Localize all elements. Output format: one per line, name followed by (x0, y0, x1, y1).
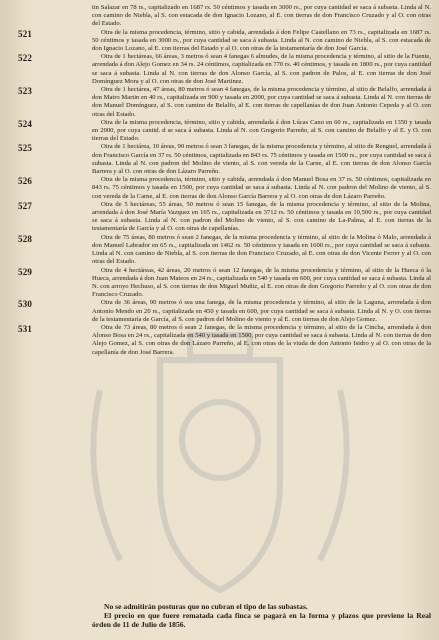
lot-entry (0, 86, 439, 143)
lot-paragraph: Otra de la misma procedencia, término, sitio y cabida, arrendada á don Felipe Castellano en 73 rs., capitalizada en 1687 rs. 50 céntimos y tasada en 3000 rs., por cuya cantidad se saca á subasta. Linda al N. con camino de Niebla, al S. con estacada de don Ignacio Lozano, al E. con tierras del Estado y al O. con otras de la testamentaría de don José García. (92, 28, 431, 53)
lot-paragraph: Otra de 1 hectárea, 10 áreas, 90 metros ó sean 3 fanegas, de la misma procedencia y término, al sitio de Renguel, arrendada á don Francisco García en 37 rs. 50 céntimos, capitalizada en 843 rs. 75 céntimos y tasada en 1500 rs., por cuya cantidad se saca á subasta. Linda al N. con padron del Molino de viento, al S. con vereda de la Carne, al E. con tierras de don Alonso García Barrera y al O. con otras de don Lázaro Parreño. (92, 143, 431, 176)
lot-entry (0, 143, 439, 176)
lot-entry (0, 176, 439, 201)
lot-description (92, 176, 431, 201)
lot-paragraph: Otra de la misma procedencia, término, sitio y cabida, arrendada á don Manuel Bosa en 37 rs. 50 céntimos, capitalizada en 843 rs. 75 céntimos y tasada en 1500, por cuya cantidad se saca á subasta. Linda al N. con padron del Molino de viento, al S. con vereda de la Carne, al E. con tierras de don Alonso García Barrera y al O. con otras de don Lázaro Parreño. (92, 176, 431, 200)
lot-number: 521 (18, 28, 33, 39)
lot-entry (0, 234, 439, 267)
lot-description (92, 29, 431, 54)
coat-of-arms-watermark (40, 330, 400, 610)
lot-entry (0, 299, 439, 324)
minimum-bid-notice: No se admitirán posturas que no cubran el tipo de las subastas. (104, 602, 308, 611)
lot-entry (0, 201, 439, 234)
lot-number: 526 (18, 176, 33, 187)
lot-entry (0, 267, 439, 300)
lot-number: 522 (18, 53, 33, 64)
lot-description (92, 324, 431, 357)
lot-paragraph: Otra de 5 hectáreas, 55 áreas, 50 metros ó sean 15 fanegas, de la misma procedencia y término, al sitio de la Molina, arrendada á don José María Vazquez en 165 rs., capitalizada en 3712 rs. 50 céntimos y tasada en 10,500 rs., por cuya cantidad se saca á subasta. Linda al N. con padron del Molino de viento, al S. con camino de La-Palma, al E. con tierras de la testamentaría de García y al O. con otras de capellanías. (92, 200, 431, 233)
lot-description (92, 267, 431, 300)
lot-entry (0, 324, 439, 357)
lot-description (92, 299, 431, 324)
lot-number: 528 (18, 233, 33, 244)
lot-description (92, 143, 431, 176)
lot-paragraph: Otra de la misma procedencia, término, sitio y cabida, arrendada á don Lúcas Cano en 60 rs., capitalizada en 1350 y tasada en 2000, por cuya cantid. d se saca á subasta. Linda al N. con Gregorio Parreño, al S. con camino de Belalfo y al E. y O. con tierras del Estado. (92, 118, 431, 143)
lot-description (92, 201, 431, 234)
lot-description (92, 53, 431, 86)
lot-description (92, 234, 431, 267)
lot-entries (0, 4, 439, 357)
lot-number: 529 (18, 266, 33, 277)
lot-entry (0, 29, 439, 54)
lot-paragraph: Otra de 73 áreas, 80 metros ó sean 2 fanegas, de la misma procedencia y término, al sitio de la Cincha, arrendada á don Alonso Bosa en 24 rs., capitalizada en 540 y tasada en 1500, por cuya cantidad se saca á subasta. Linda al N. con tierras de don Alejo Gomez, al S. con otras de don Lázaro Parreño, al E. con otras de la viuda de don Antonio Isidro y al O. con otras de la capellanía de don José Barrera. (92, 323, 431, 356)
lot-description (92, 86, 431, 143)
payment-terms-notice: El precio en que fuere rematada cada finca se pagará en la forma y plazos que previene la Real órden de 11 de Julio de 1856. (92, 611, 431, 629)
lot-paragraph: Otra de 1 hectáreas, 66 áreas, 3 metros ó sean 4 fanegas 6 almudes, de la misma procedencia y término, al sitio de la Fuente, arrendada á don Alejo Gomez en 34 rs. 24 céntimos, capitalizada en 770 rs. 40 céntimos, y tasada en 1800 rs., por cuya cantidad se saca á subasta. Linda al N. con tierras de don Alonso García, al S. con padron de Palos, al E. con tierras de don José Domínguez Mora y al O. con otras de don José Martinez. (92, 53, 431, 85)
lot-description (92, 4, 431, 29)
lot-number: 525 (18, 143, 33, 154)
lot-number: 523 (18, 86, 33, 97)
lot-number: 531 (18, 323, 33, 334)
lot-entry (0, 53, 439, 86)
lot-paragraph: Otra de 1 hectárea, 47 áreas, 80 metros ó sean 4 fanegas, de la misma procedencia y término, al sitio de Belalfo, arrendada á don Matro Martin en 40 rs., capitalizada en 900 y tasada en 2000, por cuya cantidad se saca á subasta. Linda al N. con tierras de don Manuel Domínguez, al S. con camino de Belalfo, al E. con tierras de capellanías de don Juan Antonio Cepeda y al O. con otras del Estado. (92, 86, 431, 118)
lot-paragraph: Otra de 4 hectáreas, 42 áreas, 20 metros ó sean 12 fanegas, de la misma procedencia y término, al sitio de la Hueca ó la Hueca, arrendada á don Juan Mateos en 24 rs., capitalizada en 540 y tasada en 600, por cuya cantidad se saca á subasta. Linda al N. con arroyo Hechuso, al S. con tierras de don Miguel Muñiz, al E. con otras de don Gregorio Parreño y al O. con otras de don Francisco Cruzado. (92, 266, 431, 299)
lot-paragraph: Otra de 75 áreas, 80 metros ó sean 2 fanegas, de la misma procedencia y término, al sitio de la Molina ó Malo, arrendada á don Manuel Labrador en 65 rs., capitalizada en 1462 rs. 50 céntimos y tasada en 1600 rs., por cuya cantidad se saca á subasta. Linda al N. con camino de Niebla, al S. con tierras de don Francisco Cruzado, al E. con otras de don Vicente Ferrer y al O. con otras del Estado. (92, 233, 431, 266)
lot-paragraph: Otra de 36 áreas, 90 metros ó sea una fanega, de la misma procedencia y término, al sitio de la Laguna, arrendada á don Antonio Mendo en 20 rs., capitalizada en 450 y tasada en 600, por cuya cantidad se saca á subasta. Linda al N. y O. con tierras de la testamentaría de García, al S. con padron del Molino de viento y al E. con tierras de don Alejo Gomez. (92, 299, 431, 323)
lot-number: 524 (18, 118, 33, 129)
lot-number: 527 (18, 200, 33, 211)
lot-entry (0, 4, 439, 29)
auction-conditions (92, 602, 431, 629)
lot-number: 530 (18, 299, 33, 310)
lot-paragraph: tin Salazar en 78 rs., capitalizado en 1687 rs. 50 céntimos y tasada en 3000 rs., por cuya cantidad se saca á subasta. Linda al N. con camino de Niebla, al S. con estacada de don Ignacio Lozano, al E. con tierras de don Francisco Cruzado y al O. con otras del Estado. (92, 4, 431, 28)
